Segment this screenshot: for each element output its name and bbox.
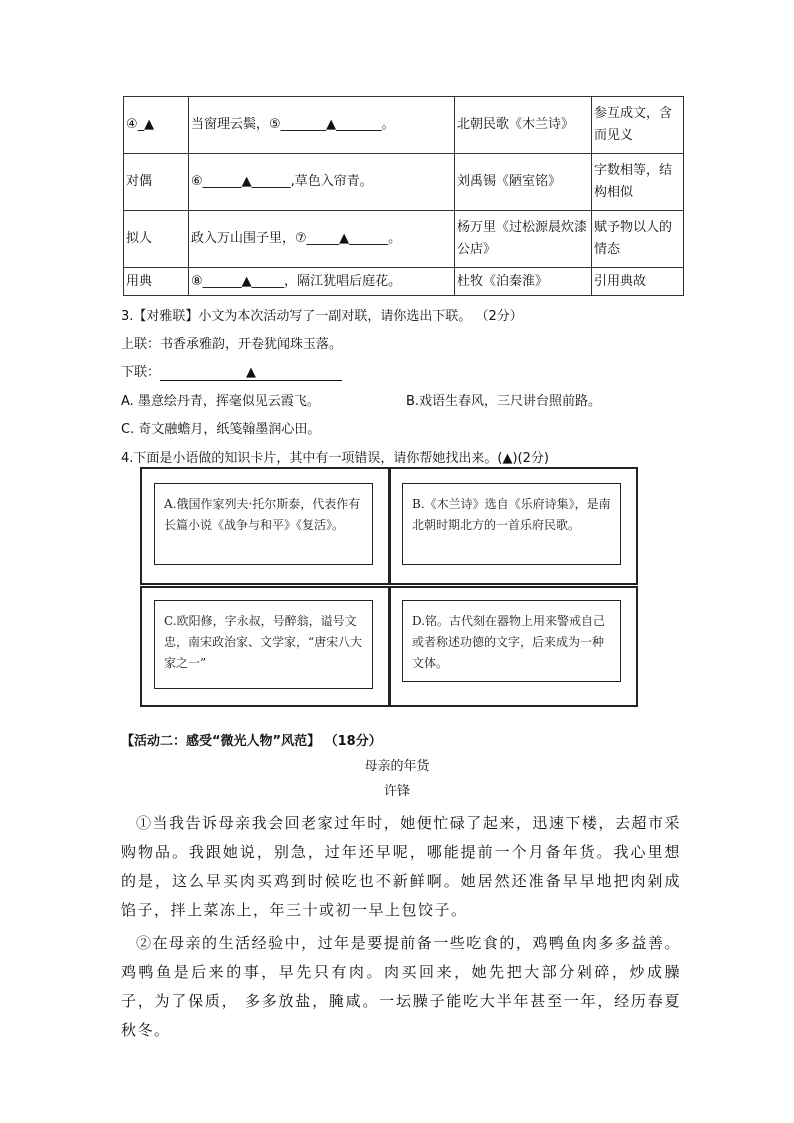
question-3-title: 3.【对雅联】小文为本次活动写了一副对联，请你选出下联。 （2分） (121, 309, 523, 324)
table-cell: 刘禹锡《陋室铭》 (455, 154, 592, 211)
table-cell: 拟人 (124, 211, 189, 268)
table-cell: ⑥______▲______,草色入帘青。 (189, 154, 455, 211)
table-cell: 字数相等，结构相似 (592, 154, 684, 211)
question-4-title: 4.下面是小语做的知识卡片，其中有一项错误，请你帮她找出来。(▲)(2分) (121, 451, 549, 466)
table-cell: 杜牧《泊秦淮》 (455, 268, 592, 296)
lower-couplet-line (121, 361, 342, 381)
rhetoric-table (123, 96, 684, 296)
table-cell: ④_▲ (124, 97, 189, 154)
knowledge-card-b: B.《木兰诗》选自《乐府诗集》，是南北朝时期北方的一首乐府民歌。 (402, 483, 621, 565)
table-row (124, 154, 684, 211)
table-cell: 北朝民歌《木兰诗》 (455, 97, 592, 154)
answer-blank: ▲ (160, 365, 342, 381)
lower-couplet-label: 下联： (121, 365, 161, 380)
paragraph-2: ②在母亲的生活经验中，过年是要提前备一些吃食的，鸡鸭鱼肉多多益善。鸡鸭鱼是后来的事，早先只有肉。肉买回来，她先把大部分剁碎，炒成臊子，为了保质， 多多放盐，腌咸。一坛臊子能吃大半年甚至一年，经历春夏秋冬。 (121, 934, 681, 1039)
table-cell: 政入万山围子里，⑦_____▲______。 (189, 211, 455, 268)
paragraph-1: ①当我告诉母亲我会回老家过年时，她便忙碌了起来，迅速下楼，去超市采购物品。我跟她说，别急，过年还早呢，哪能提前一个月备年货。我心里想的是，这么早买肉买鸡到时候吃也不新鲜啊。她居然还准备早早地把肉剁成馅子，拌上菜冻上，年三十或初一早上包饺子。 (121, 814, 681, 919)
table-cell: 杨万里《过松源晨炊漆公店》 (455, 211, 592, 268)
table-cell: ⑧______▲_____，隔江犹唱后庭花。 (189, 268, 455, 296)
knowledge-card-d: D.铭。古代刻在器物上用来警戒自己或者称述功德的文字，后来成为一种文体。 (402, 600, 621, 682)
option-c: C. 奇文融蟾月，纸笺翰墨润心田。 (121, 422, 321, 437)
table-row (124, 211, 684, 268)
knowledge-card-c: C.欧阳修，字永叔，号醉翁，谥号文忠，南宋政治家、文学家，“唐宋八大家之一” (154, 600, 373, 689)
table-cell: 赋予物以人的情态 (592, 211, 684, 268)
option-a: A. 墨意绘丹青，挥毫似见云霞飞。 (121, 394, 320, 409)
table-cell: 当窗理云鬓，⑤_______▲_______。 (189, 97, 455, 154)
knowledge-card-a: A.俄国作家列夫·托尔斯泰，代表作有长篇小说《战争与和平》《复活》。 (154, 483, 373, 565)
article-author: 许锋 (383, 784, 410, 799)
article-title: 母亲的年货 (364, 759, 430, 774)
table-cell: 用典 (124, 268, 189, 296)
activity-2-heading: 【活动二：感受“微光人物”风范】 （18分） (121, 734, 382, 749)
table-row (124, 97, 684, 154)
table-row (124, 268, 684, 296)
table-cell: 引用典故 (592, 268, 684, 296)
table-cell: 参互成文，含而见义 (592, 97, 684, 154)
table-cell: 对偶 (124, 154, 189, 211)
option-b: B.戏语生春风，三尺讲台照前路。 (406, 394, 602, 409)
upper-couplet: 上联：书香承雅韵，开卷犹闻珠玉落。 (121, 337, 343, 352)
